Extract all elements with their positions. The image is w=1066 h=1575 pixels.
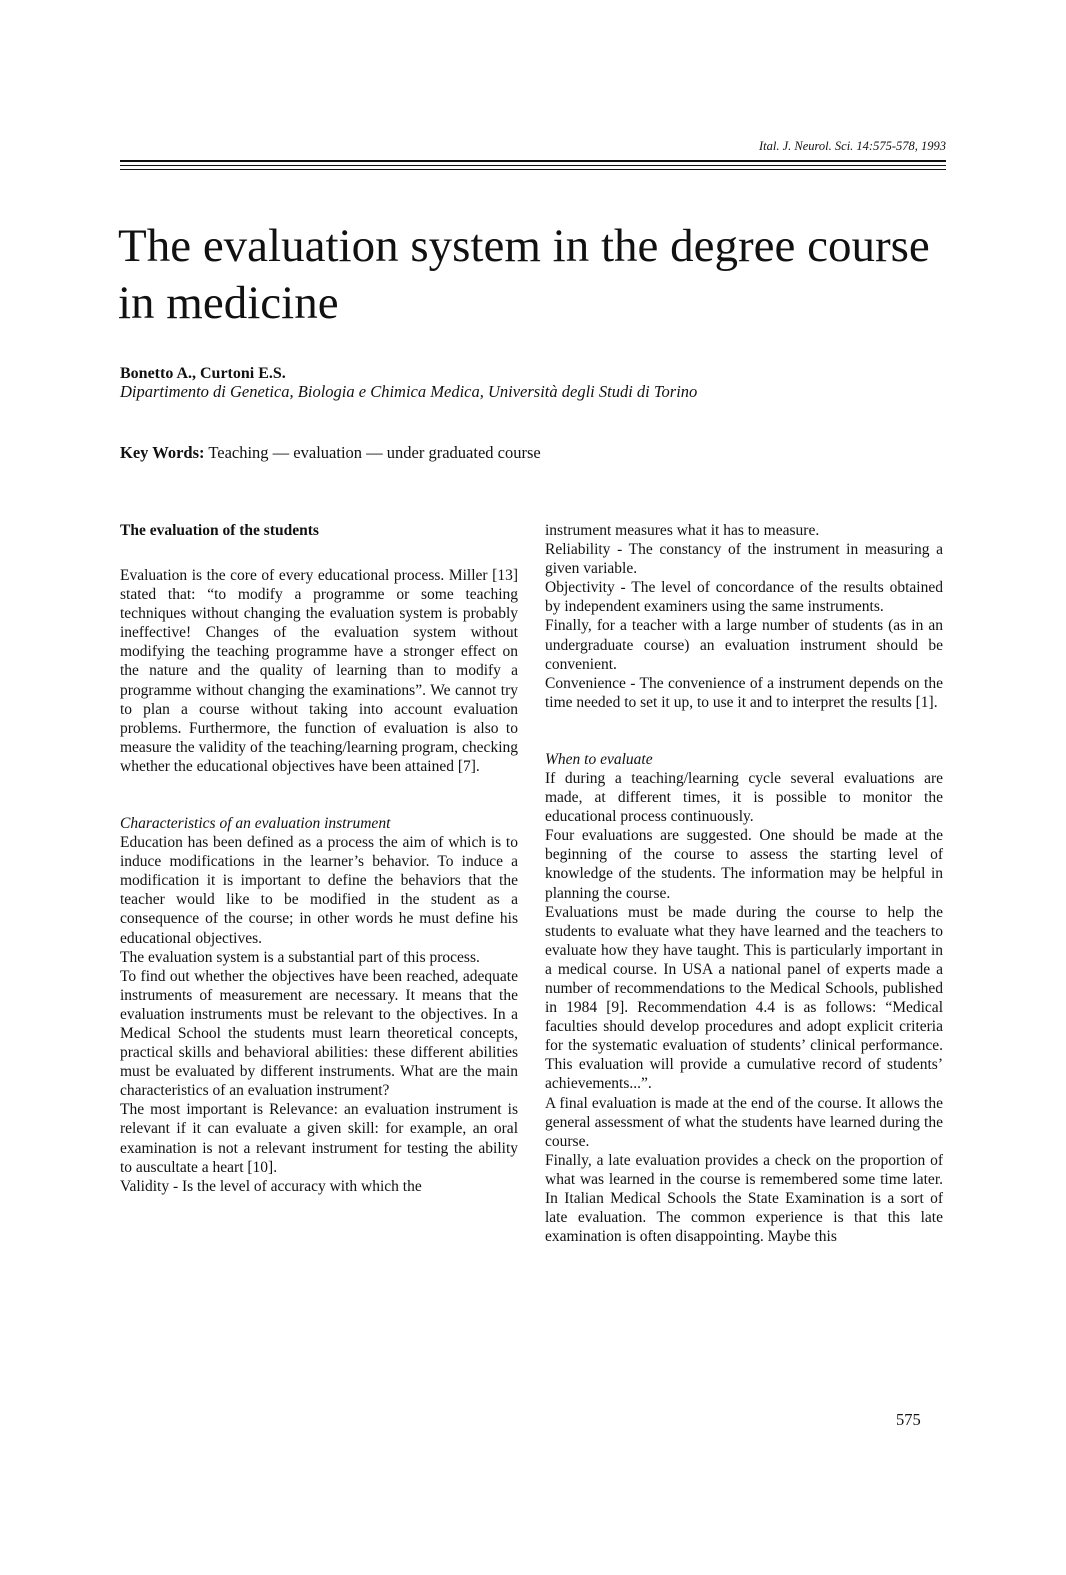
header-rule [120,169,946,170]
section-heading: The evaluation of the students [120,522,319,539]
paragraph: Evaluations must be made during the course to help the students to evaluate what they have learned and the teachers to evaluate how they have taught. This is particularly important in a medical course. In USA a national panel of experts made a number of recommendations to the Medical Schools, published in 1984 [9]. Recommendation 4.4 is as follows: “Medical faculties should develop procedures and adopt explicit criteria for the systematic evaluation of students’ clinical performance. This evaluation will provide a cumulative record of students’ achievements...”. [545,903,943,1093]
paragraph: Education has been defined as a process the aim of which is to induce modifications in the learner’s behavior. To induce a modification it is important to define the behaviors that the teacher would like to be modified in the student as a consequence of the course; in other words he must define his educational objectives. [120,834,518,947]
paragraph: Four evaluations are suggested. One should be made at the beginning of the course to assess the starting level of knowledge of the students. The information may be helpful in planning the course. [545,827,943,902]
left-column [120,521,518,1196]
header-rule [120,165,946,166]
paragraph: The evaluation system is a substantial part of this process. [120,948,480,966]
paragraph: Convenience - The convenience of a instrument depends on the time needed to set it up, to use it and to interpret the results [1]. [545,674,943,711]
paragraph: Validity - Is the level of accuracy with which the [120,1177,422,1195]
paragraph: To find out whether the objectives have been reached, adequate instruments of measurement are necessary. It means that the evaluation instruments must be relevant to the objectives. In a Medical School the students must learn theoretical concepts, practical skills and behavioral abilities: these different abilities must be evaluated by different instruments. What are the main characteristics of an evaluation instrument? [120,967,518,1100]
paragraph: A final evaluation is made at the end of the course. It allows the general assessment of what the students have learned during the course. [545,1094,943,1150]
paragraph: instrument measures what it has to measure. [545,522,820,539]
keywords [120,443,541,463]
paragraph: The most important is Relevance: an evaluation instrument is relevant if it can evaluate a given skill: for example, an oral examination is not a relevant instrument for testing the ability to auscultate a heart [10]. [120,1101,518,1176]
keywords-label: Key Words: [120,443,205,462]
paragraph: Evaluation is the core of every educational process. Miller [13] stated that: “to modify a programme or some teaching techniques without changing the evaluation system is probably ineffective! Changes of the evaluation system without modifying the teaching programme have a stronger effect on the nature and the quality of learning than to modify a programme without changing the examinations”. We cannot try to plan a course without taking into account evaluation problems. Furthermore, the function of evaluation is also to measure the validity of the teaching/learning program, checking whether the educational objectives have been attained [7]. [120,567,518,775]
affiliation: Dipartimento di Genetica, Biologia e Chimica Medica, Università degli Studi di Torino [120,382,698,401]
header-rule [120,160,946,162]
paragraph: Finally, for a teacher with a large number of students (as in an undergraduate course) an evaluation instrument should be convenient. [545,617,943,673]
paragraph: If during a teaching/learning cycle several evaluations are made, at different times, it is possible to monitor the educational process continuously. [545,769,943,826]
subsection-heading: When to evaluate [545,750,653,768]
article-title: The evaluation system in the degree course in medicine [118,220,930,329]
page-number: 575 [896,1410,921,1429]
right-column [545,521,943,1246]
paragraph: Objectivity - The level of concordance of the results obtained by independent examiners using the same instruments. [545,579,943,616]
paragraph: Finally, a late evaluation provides a check on the proportion of what was learned in the course is remembered some time later. In Italian Medical Schools the State Examination is a sort of late evaluation. The common experience is that this late examination is often disappointing. Maybe this [545,1151,943,1246]
running-head: Ital. J. Neurol. Sci. 14:575-578, 1993 [758,139,946,153]
paragraph: Reliability - The constancy of the instrument in measuring a given variable. [545,541,943,578]
subsection-heading: Characteristics of an evaluation instrument [120,815,391,833]
keywords-text: Teaching — evaluation — under graduated course [208,443,541,462]
authors: Bonetto A., Curtoni E.S. [120,365,286,382]
